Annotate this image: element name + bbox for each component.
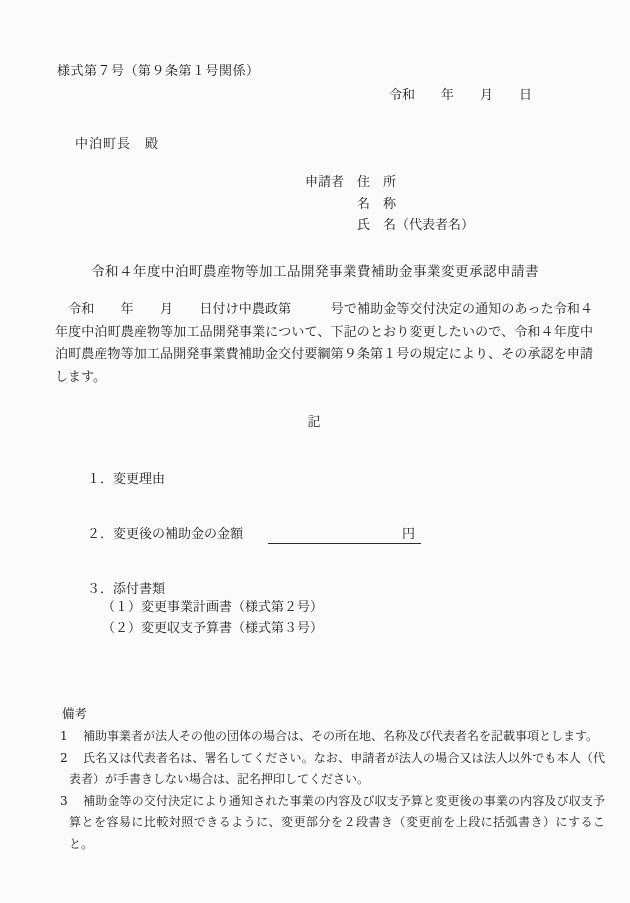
note-3-text: 補助金等の交付決定により通知された事業の内容及び収支予算と変更後の事業の内容及び収支予算とを容易に比較対照できるように、変更部分を２段書き（変更前を上段に括弧書き）にすること。 [69, 793, 605, 851]
attachment-2-change-budget: （２）変更収支予算書（様式第３号） [102, 620, 324, 636]
body-paragraph: 令和 年 月 日付け中農政第 号で補助金等交付決定の通知のあった令和４年度中泊町農産物等加工品開発事業について、下記のとおり変更したいので、令和４年度中泊町農産物等加工品開発事業費補助金交付要綱第９条第１号の規定により、その承認を申請します。 [55, 302, 593, 385]
applicant-block [305, 172, 474, 237]
amount-blank-field [268, 526, 421, 544]
applicant-label: 申請者 [305, 175, 345, 190]
note-1-number: 1 [60, 729, 68, 743]
applicant-representative-label: 氏 名（代表者名） [357, 218, 475, 233]
notes-list [60, 726, 605, 855]
amount-unit-yen: 円 [402, 527, 416, 542]
note-item-2 [60, 748, 605, 791]
applicant-fields [357, 172, 474, 237]
item-1-change-reason: １．変更理由 [87, 472, 166, 487]
note-3-number: 3 [60, 793, 68, 808]
issue-date-line: 令和 年 月 日 [388, 88, 532, 103]
note-2-number: 2 [60, 750, 68, 765]
item-3-attached-documents: ３．添付書類 [87, 582, 166, 597]
item-2-amount-after-change [87, 523, 421, 544]
addressee-line: 中泊町長 殿 [75, 137, 160, 152]
note-item-1 [60, 726, 605, 748]
note-item-3 [60, 791, 605, 856]
note-2-text: 氏名又は代表者名は、署名してください。なお、申請者が法人の場合又は法人以外でも本人（代表者）が手書きしない場合は、記名押印してください。 [69, 750, 605, 786]
applicant-address-label: 住 所 [357, 175, 397, 190]
notes-heading: 備考 [62, 706, 88, 721]
record-marker: 記 [307, 415, 323, 430]
note-1-text: 補助事業者が法人その他の団体の場合は、その所在地、名称及び代表者名を記載事項とします。 [83, 729, 599, 743]
document-title: 令和４年度中泊町農産物等加工品開発事業費補助金事業変更承認申請書 [91, 264, 539, 280]
attachments-list [102, 598, 323, 639]
applicant-name-label: 名 称 [357, 196, 397, 212]
item-2-label: ２．変更後の補助金の金額 [87, 527, 244, 542]
form-number: 様式第７号（第９条第１号関係） [57, 64, 260, 79]
attachment-1-change-business-plan: （１）変更事業計画書（様式第２号） [102, 600, 324, 615]
